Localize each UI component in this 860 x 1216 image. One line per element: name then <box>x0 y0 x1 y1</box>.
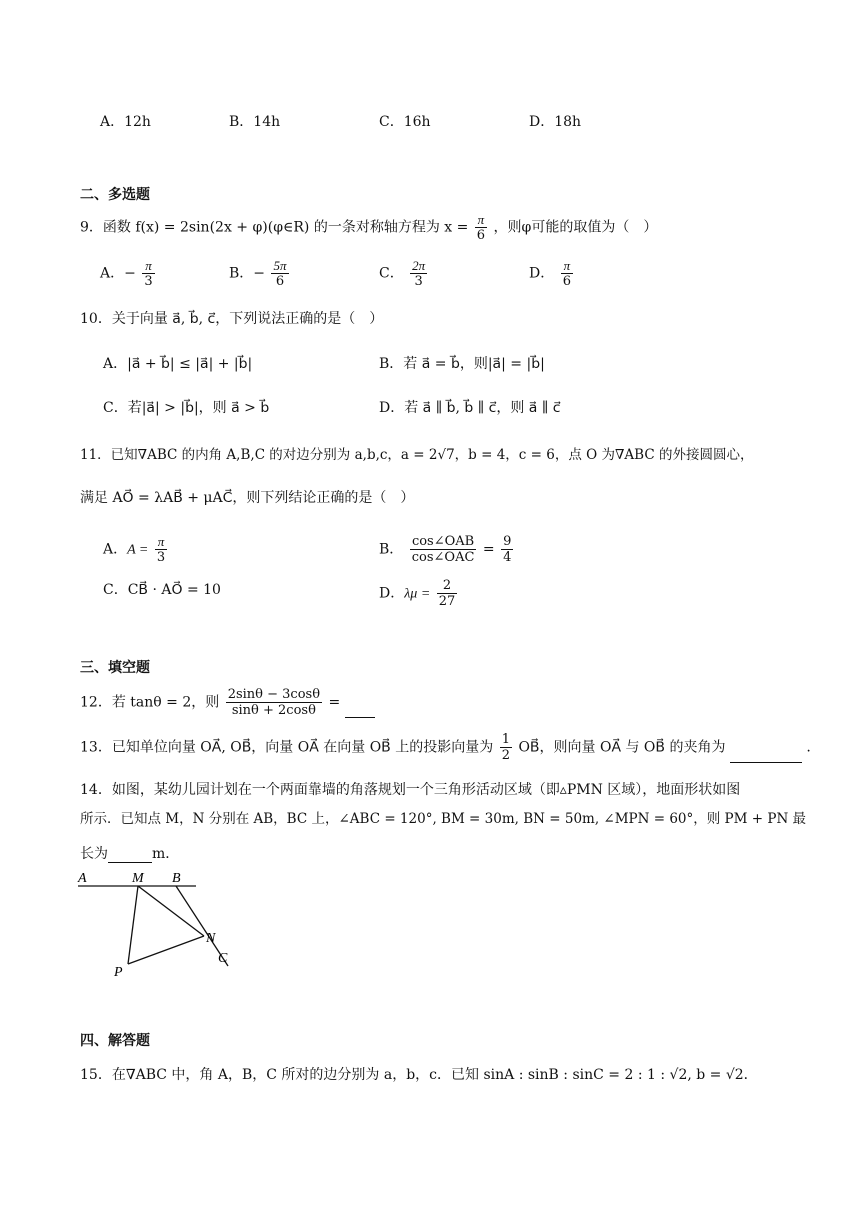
question-14-line3: 长为 m． <box>80 846 180 862</box>
q8-option-a: A．12h <box>100 114 151 130</box>
q8-option-c: C．16h <box>379 114 431 130</box>
q9-option-a: A．− $\frac{\pi}{3}$ <box>100 258 153 289</box>
question-14-line1: 14．如图，某幼儿园计划在一个两面靠墙的角落规划一个三角形活动区域（即▵PMN 区域），地面形状如图 <box>80 782 741 798</box>
label-b: B <box>172 871 181 886</box>
q11-option-d: D．λμ = $\frac{2}{27}$ <box>379 578 456 609</box>
q10-option-a: A．|a⃗ + b⃗| ≤ |a⃗| + |b⃗| <box>103 356 253 372</box>
q11-option-a: A．A = $\frac{\pi}{3}$ <box>103 534 166 565</box>
section-heading-multi: 二、多选题 <box>80 187 150 203</box>
segment-pn-line <box>128 936 204 964</box>
q14-answer-blank[interactable] <box>108 848 152 863</box>
section-heading-answer: 四、解答题 <box>80 1033 150 1049</box>
q11-option-c: C．CB⃗ · AO⃗ = 10 <box>103 582 221 598</box>
label-n: N <box>206 931 216 946</box>
q8-option-d: D．18h <box>529 114 582 130</box>
question-10-stem: 10．关于向量 a⃗, b⃗, c⃗，下列说法正确的是（ ） <box>80 311 384 327</box>
question-9-stem <box>80 212 657 243</box>
q9-stem-b: ，则φ可能的取值为（ ） <box>493 219 658 236</box>
label-a: A <box>78 871 87 886</box>
label-c: C <box>218 951 228 966</box>
q11-option-b: B． $\frac{\text{cos∠OAB}}{\text{cos∠OAC}}$ = $\frac{9}{4}$ <box>379 534 512 565</box>
question-11-stem-line1: 11．已知∇ABC 的内角 A,B,C 的对边分别为 a,b,c，a = 2√7，b = 4，c = 6，点 O 为∇ABC 的外接圆圆心， <box>80 447 754 463</box>
segment-mp-line <box>128 886 138 964</box>
q10-option-b: B．若 a⃗ = b⃗，则|a⃗| = |b⃗| <box>379 356 545 372</box>
label-p: P <box>114 965 123 980</box>
q10-option-c: C．若|a⃗| > |b⃗|，则 a⃗ > b⃗ <box>103 400 270 416</box>
q14-figure <box>76 870 246 982</box>
question-15: 15．在∇ABC 中，角 A，B，C 所对的边分别为 a，b，c．已知 sinA : sinB : sinC = 2 : 1 : √2, b = √2． <box>80 1067 758 1083</box>
q8-option-b: B．14h <box>229 114 281 130</box>
q13-answer-blank[interactable] <box>730 748 802 763</box>
section-heading-fill: 三、填空题 <box>80 660 150 676</box>
label-m: M <box>132 871 144 886</box>
q10-option-d: D．若 a⃗ ∥ b⃗, b⃗ ∥ c⃗，则 a⃗ ∥ c⃗ <box>379 400 561 416</box>
q9-stem-a: 9．函数 f(x) = 2sin(2x + φ)(φ∈R) 的一条对称轴方程为 x = <box>80 219 469 236</box>
segment-mn-line <box>138 886 204 936</box>
question-14-line2: 所示．已知点 M，N 分别在 AB，BC 上，∠ABC = 120°, BM = 30m, BN = 50m, ∠MPN = 60°，则 PM + PN 最 <box>80 811 807 827</box>
q9-option-b: B．− $\frac{5\pi}{6}$ <box>229 258 287 289</box>
question-13: 13．已知单位向量 OA⃗, OB⃗，向量 OA⃗ 在向量 OB⃗ 上的投影向量为 $\frac{1}{2}$ OB⃗，则向量 OA⃗ 与 OB⃗ 的夹角为 . <box>80 732 811 763</box>
q9-option-d: D． $\frac{\pi}{6}$ <box>529 258 571 289</box>
q9-option-c: C． $\frac{2\pi}{3}$ <box>379 258 426 289</box>
q12-answer-blank[interactable] <box>345 703 375 718</box>
question-11-stem-line2: 满足 AO⃗ = λAB⃗ + μAC⃗，则下列结论正确的是（ ） <box>80 490 415 506</box>
question-12: 12．若 tanθ = 2，则 $\frac{2\sin\theta - 3\cos\theta}{\sin\theta + 2\cos\theta}$ = <box>80 687 375 718</box>
q9-stem-fraction: $\frac{\pi}{6}$ <box>476 212 486 243</box>
